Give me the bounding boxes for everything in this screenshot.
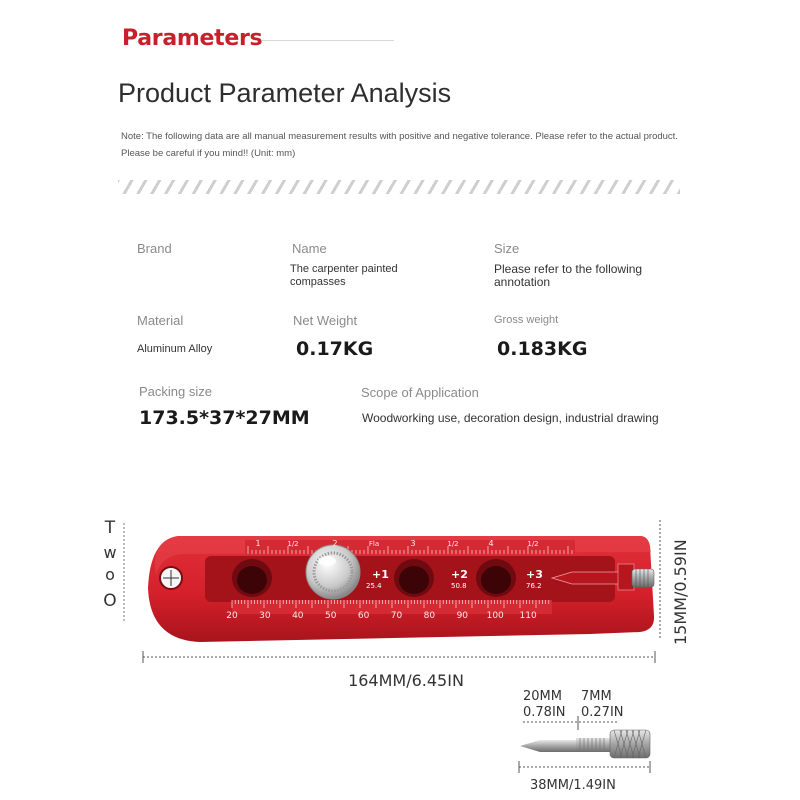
section-title: Parameters [122,26,263,51]
side-label-o-upper: O [103,591,117,611]
pin-length-dimension: 38MM/1.49IN [530,778,616,793]
bottom-scale-label: 20 [226,611,238,621]
bottom-scale-label: 110 [519,611,537,621]
hole-mark-1-sub: 25.4 [366,582,382,590]
hole-mark-3-sub: 76.2 [526,582,542,590]
bottom-scale-label: 100 [486,611,504,621]
top-scale-label: 1/2 [447,540,459,548]
bottom-scale-label: 50 [324,611,337,621]
top-scale-label: 2 [332,539,338,548]
top-scale-label: 1/2 [527,540,539,548]
top-scale-label: Fla [368,540,380,548]
hole-mark-1-main: +1 [372,568,389,581]
gross-weight-label: Gross weight [494,314,559,326]
brand-label: Brand [137,241,172,256]
bottom-scale-label: 80 [423,611,436,621]
size-value-line-1: Please refer to the following [494,262,643,276]
pin-dim2-mm: 7MM [581,689,612,704]
net-weight-label: Net Weight [293,313,358,328]
bottom-scale-label: 60 [357,611,370,621]
pin-thread [576,738,610,752]
material-value: Aluminum Alloy [137,343,213,355]
pin-dim1-in: 0.78IN [523,705,566,720]
size-value-line-2: annotation [494,275,551,289]
side-label-o: o [105,565,115,584]
name-value-line-2: compasses [290,276,346,288]
bottom-scale-label: 30 [259,611,271,621]
scope-value: Woodworking use, decoration design, industrial drawing [362,411,659,425]
hole-mark-2-sub: 50.8 [451,582,467,590]
knob-highlight [318,556,336,566]
pin-shaft [540,740,576,752]
size-label: Size [494,241,520,256]
pin-dim2-in: 0.27IN [581,705,624,720]
length-dimension: 164MM/6.45IN [348,671,464,690]
hole-3-inner [481,566,511,594]
top-scale-label: 1/2 [287,540,299,548]
hole-mark-3-main: +3 [526,568,543,581]
pin-tip [520,740,540,752]
bottom-scale-label: 70 [390,611,403,621]
packing-size-value: 173.5*37*27MM [139,407,310,429]
note-line-2: Please be careful if you mind!! (Unit: mm) [121,148,296,159]
clamp-block [618,564,634,590]
name-value-line-1: The carpenter painted [290,263,398,275]
material-label: Material [137,313,184,328]
bottom-scale-label: 40 [292,611,304,621]
note-line-1: Note: The following data are all manual measurement results with positive and negative tolerance. Please refer to the actual product. [121,131,678,142]
scope-label: Scope of Application [361,385,479,400]
side-label-w: w [103,543,117,562]
gross-weight-value: 0.183KG [497,338,588,360]
hole-2-inner [399,566,429,594]
net-weight-value: 0.17KG [296,338,374,360]
top-scale-label: 4 [488,539,494,548]
side-label-t: T [104,518,116,538]
height-dimension: 15MM/0.59IN [671,539,690,645]
packing-size-label: Packing size [139,384,212,399]
hole-mark-2-main: +2 [451,568,468,581]
page-heading: Product Parameter Analysis [118,78,452,108]
name-label: Name [292,241,327,256]
bottom-scale-label: 90 [456,611,469,621]
hole-1-inner [237,566,267,594]
pin-dim1-mm: 20MM [523,689,562,704]
top-scale-label: 3 [410,539,416,548]
top-scale-label: 1 [255,539,261,548]
clamp-screw [632,569,654,587]
